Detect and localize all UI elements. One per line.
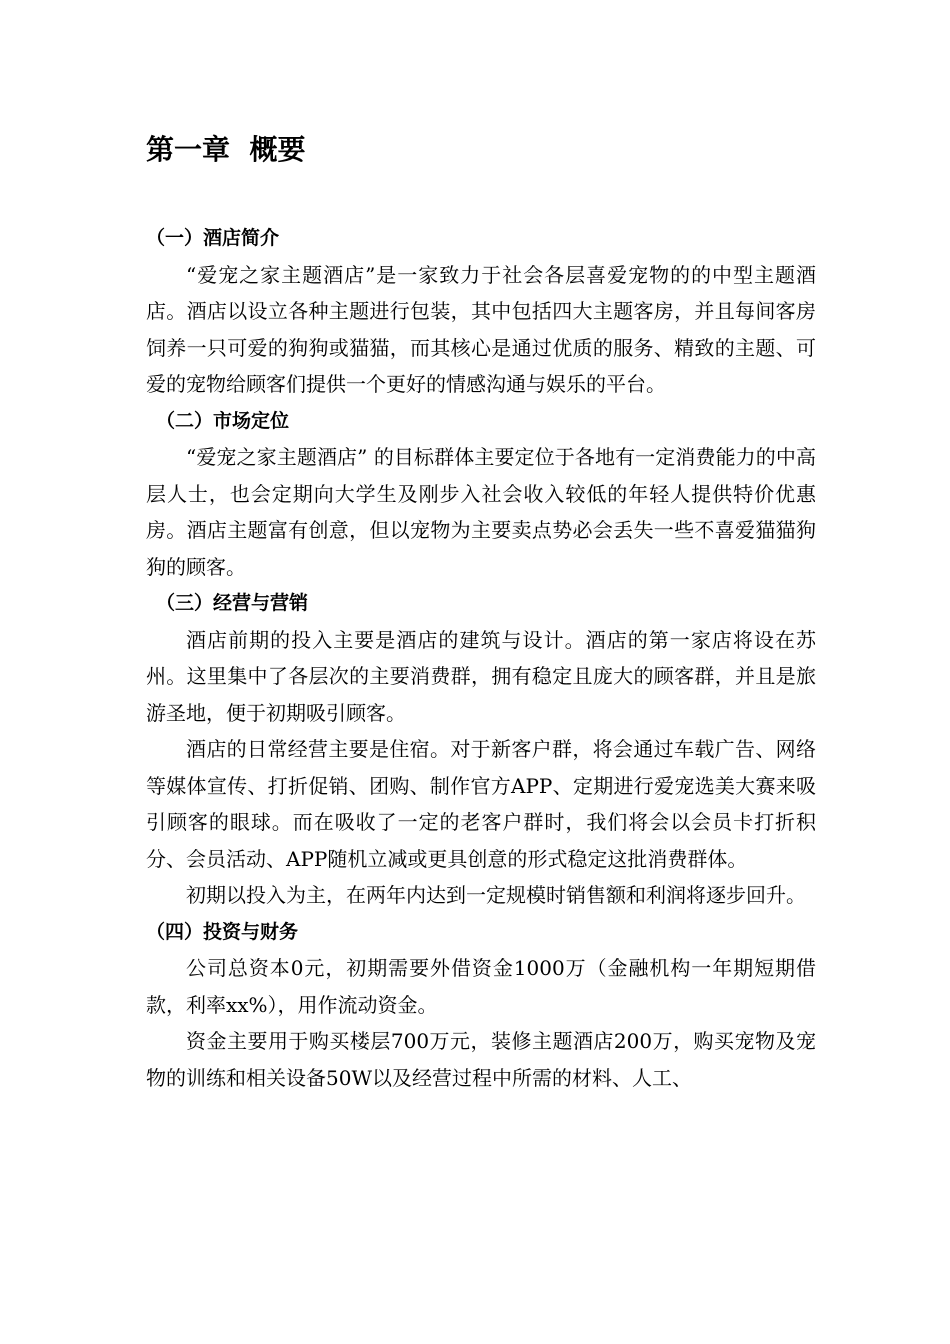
paragraph: 资金主要用于购买楼层700万元，装修主题酒店200万，购买宠物及宠物的训练和相关设备50W以及经营过程中所需的材料、人工、	[146, 1029, 816, 1090]
section-heading: （三）经营与营销	[156, 592, 309, 614]
section-heading: （二）市场定位	[156, 409, 290, 432]
section-operations-marketing	[146, 585, 816, 914]
section-investment-finance	[146, 914, 816, 1097]
document-body	[146, 220, 816, 1096]
chapter-title: 第一章 概要	[146, 133, 306, 166]
paragraph: “爱宠之家主题酒店” 的目标群体主要定位于各地有一定消费能力的中高层人士，也会定期向大学生及刚步入社会收入较低的年轻人提供特价优惠房。酒店主题富有创意，但以宠物为主要卖点势必会丢失一些不喜爱猫猫狗狗的顾客。	[146, 445, 816, 579]
paragraph: 酒店的日常经营主要是住宿。对于新客户群，将会通过车载广告、网络等媒体宣传、打折促销、团购、制作官方APP、定期进行爱宠选美大赛来吸引顾客的眼球。而在吸收了一定的老客户群时，我们将会以会员卡打折积分、会员活动、APP随机立减或更具创意的形式稳定这批消费群体。	[146, 737, 816, 871]
section-heading: （一）酒店简介	[146, 227, 280, 249]
section-market-positioning	[146, 403, 816, 586]
paragraph: 初期以投入为主，在两年内达到一定规模时销售额和利润将逐步回升。	[186, 883, 806, 907]
paragraph: 公司总资本0元，初期需要外借资金1000万（金融机构一年期短期借款，利率xx%），用作流动资金。	[146, 956, 816, 1017]
paragraph: “爱宠之家主题酒店”是一家致力于社会各层喜爱宠物的的中型主题酒店。酒店以设立各种主题进行包装，其中包括四大主题客房，并且每间客房饲养一只可爱的狗狗或猫猫，而其核心是通过优质的服务、精致的主题、可爱的宠物给顾客们提供一个更好的情感沟通与娱乐的平台。	[146, 262, 816, 396]
section-heading: （四）投资与财务	[146, 920, 299, 943]
paragraph: 酒店前期的投入主要是酒店的建筑与设计。酒店的第一家店将设在苏州。这里集中了各层次的主要消费群，拥有稳定且庞大的顾客群，并且是旅游圣地，便于初期吸引顾客。	[146, 627, 816, 725]
section-hotel-intro	[146, 220, 816, 403]
